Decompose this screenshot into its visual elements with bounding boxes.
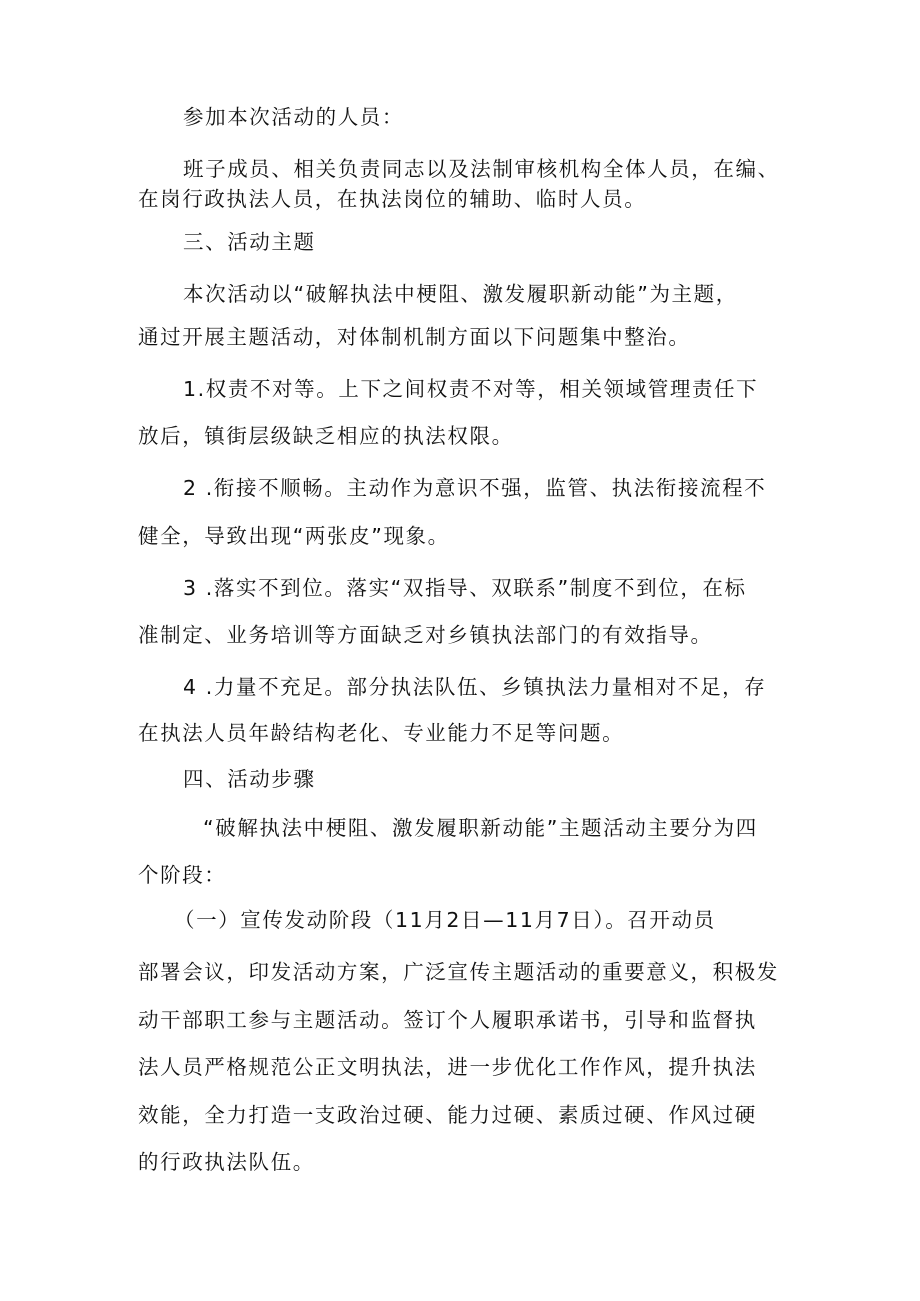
stage-1-line-2: 部署会议，印发活动方案，广泛宣传主题活动的重要意义，积极发	[138, 960, 779, 984]
issue-2-line-1: 2 .衔接不顺畅。主动作为意识不强，监管、执法衔接流程不	[183, 476, 767, 500]
stage-1-line-4: 法人员严格规范公正文明执法，进一步优化工作作风，提升执法	[138, 1055, 757, 1079]
steps-intro-line-1: “破解执法中梗阻、激发履职新动能”主题活动主要分为四	[203, 816, 758, 840]
stage-1-line-3: 动干部职工参与主题活动。签订个人履职承诺书，引导和监督执	[138, 1008, 757, 1032]
issue-3-line-2: 准制定、业务培训等方面缺乏对乡镇执法部门的有效指导。	[138, 623, 713, 647]
participants-heading: 参加本次活动的人员：	[183, 105, 404, 129]
theme-text-line-2: 通过开展主题活动，对体制机制方面以下问题集中整治。	[138, 325, 691, 349]
issue-1-line-2: 放后，镇街层级缺乏相应的执法权限。	[138, 424, 514, 448]
theme-text-line-1: 本次活动以“破解执法中梗阻、激发履职新动能”为主题，	[183, 282, 738, 306]
participants-text-line-1: 班子成员、相关负责同志以及法制审核机构全体人员，在编、	[183, 157, 780, 181]
issue-3-line-1: 3 .落实不到位。落实“双指导、双联系”制度不到位，在标	[183, 576, 747, 600]
section-heading-steps: 四、活动步骤	[183, 767, 316, 791]
issue-2-line-2: 健全，导致出现“两张皮”现象。	[138, 524, 450, 548]
stage-1-line-5: 效能，全力打造一支政治过硬、能力过硬、素质过硬、作风过硬	[138, 1103, 757, 1127]
section-heading-theme: 三、活动主题	[183, 230, 316, 254]
issue-4-line-2: 在执法人员年龄结构老化、专业能力不足等问题。	[138, 721, 625, 745]
issue-1-line-1: 1.权责不对等。上下之间权责不对等，相关领域管理责任下	[183, 377, 759, 401]
issue-4-line-1: 4 .力量不充足。部分执法队伍、乡镇执法力量相对不足，存	[183, 675, 767, 699]
stage-1-line-6: 的行政执法队伍。	[138, 1150, 315, 1174]
steps-intro-line-2: 个阶段：	[138, 863, 227, 887]
participants-text-line-2: 在岗行政执法人员，在执法岗位的辅助、临时人员。	[138, 187, 647, 211]
stage-1-line-1: （一）宣传发动阶段（11月2日—11月7日）。召开动员	[174, 908, 716, 932]
